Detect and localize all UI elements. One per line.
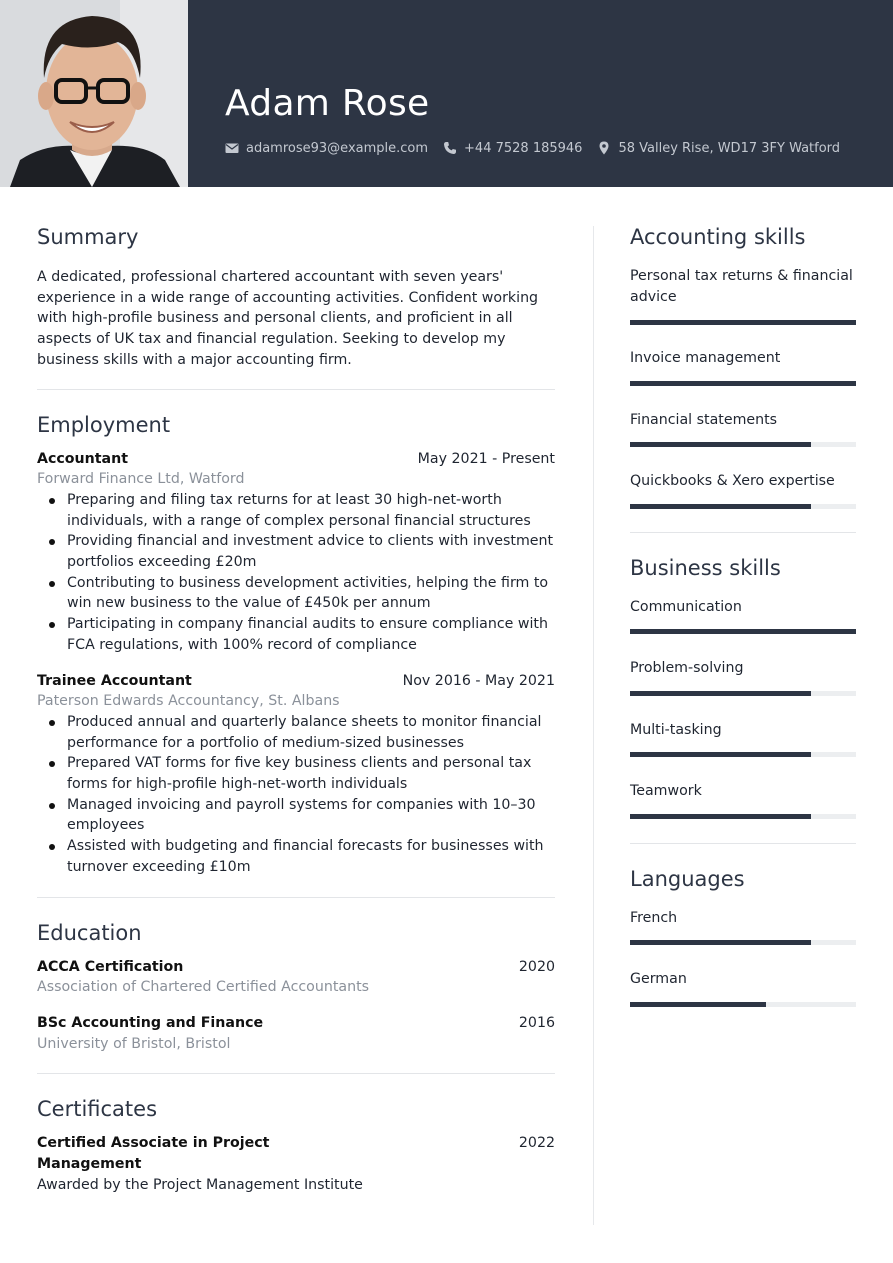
job-bullets xyxy=(37,490,555,656)
languages-section xyxy=(630,864,856,1007)
sidebar-column xyxy=(630,222,856,1007)
skill-item xyxy=(630,658,856,696)
skill-bar xyxy=(630,442,856,447)
candidate-name: Adam Rose xyxy=(225,83,430,124)
skill-name: Invoice management xyxy=(630,350,781,366)
skill-item xyxy=(630,720,856,758)
skill-name: Teamwork xyxy=(630,783,702,799)
skill-name: Financial statements xyxy=(630,411,778,428)
job-date: Nov 2016 - May 2021 xyxy=(402,672,555,689)
envelope-icon xyxy=(225,141,239,155)
certificate-title: Certified Associate in Project Management xyxy=(37,1135,270,1173)
skill-item xyxy=(630,597,856,635)
job-title: Accountant xyxy=(37,450,128,467)
divider xyxy=(37,389,555,390)
list-item: Preparing and filing tax returns for at least 30 high-net-worth individuals, with a range of complex personal financial structures xyxy=(37,490,555,531)
skill-bar xyxy=(630,814,856,819)
summary-text: A dedicated, professional chartered accountant with seven years' experience in a wide range of accounting activities. Confident working with high-profile business and personal clients, and proficient in all aspects of UK tax and financial regulation. Seeking to develop my business skills with a major accounting firm. xyxy=(37,269,539,368)
education-entry xyxy=(37,957,555,998)
section-title-languages: Languages xyxy=(630,866,745,891)
contact-phone[interactable] xyxy=(443,141,582,156)
section-title-employment: Employment xyxy=(37,412,171,437)
education-section xyxy=(37,918,555,1055)
skill-bar xyxy=(630,629,856,634)
job-title: Trainee Accountant xyxy=(37,672,192,689)
section-title-education: Education xyxy=(37,920,142,945)
list-item: Prepared VAT forms for five key business clients and personal tax forms for high-profile high-net-worth individuals xyxy=(37,753,555,794)
degree-title: BSc Accounting and Finance xyxy=(37,1014,264,1031)
skill-bar-fill xyxy=(630,442,811,447)
skill-bar xyxy=(630,1002,856,1007)
contact-info xyxy=(225,138,840,158)
certificate-entry xyxy=(37,1133,555,1195)
skill-item xyxy=(630,908,856,946)
job-bullets xyxy=(37,712,555,878)
divider xyxy=(37,897,555,898)
list-item: Providing financial and investment advice to clients with investment portfolios exceeding £20m xyxy=(37,531,555,572)
main-column xyxy=(37,222,555,1196)
certificates-section xyxy=(37,1094,555,1195)
skill-bar xyxy=(630,320,856,325)
divider xyxy=(630,532,856,533)
skill-bar xyxy=(630,691,856,696)
email-text: adamrose93@example.com xyxy=(246,140,429,156)
skill-bar-fill xyxy=(630,320,856,325)
job-entry xyxy=(37,671,555,878)
section-title-business-skills: Business skills xyxy=(630,555,781,580)
skill-item xyxy=(630,348,856,386)
contact-address xyxy=(597,141,840,156)
certificate-description: Awarded by the Project Management Institute xyxy=(37,1176,363,1193)
skill-bar-fill xyxy=(630,504,811,509)
business-skills-section xyxy=(630,553,856,819)
column-divider xyxy=(593,226,594,1225)
header xyxy=(0,0,893,187)
map-pin-icon xyxy=(597,141,611,155)
section-title-summary: Summary xyxy=(37,225,139,249)
skill-bar-fill xyxy=(630,940,811,945)
skill-name: Personal tax returns & financial advice xyxy=(630,268,853,305)
skill-bar-fill xyxy=(630,629,856,634)
skill-item xyxy=(630,969,856,1007)
job-entry xyxy=(37,449,555,656)
list-item: Managed invoicing and payroll systems for companies with 10–30 employees xyxy=(37,795,555,836)
skill-bar-fill xyxy=(630,752,811,757)
degree-title: ACCA Certification xyxy=(37,958,184,975)
section-title-certificates: Certificates xyxy=(37,1097,158,1122)
skill-name: Multi-tasking xyxy=(630,721,722,738)
divider xyxy=(630,843,856,844)
list-item: Produced annual and quarterly balance sheets to monitor financial performance for a portfolio of medium-sized businesses xyxy=(37,712,555,753)
skill-bar-fill xyxy=(630,381,856,386)
divider xyxy=(37,1073,555,1074)
skill-name: Problem-solving xyxy=(630,660,744,676)
skill-bar xyxy=(630,752,856,757)
skill-item xyxy=(630,781,856,819)
certificate-date: 2022 xyxy=(518,1135,555,1152)
section-title-accounting-skills: Accounting skills xyxy=(630,225,806,249)
institution: Association of Chartered Certified Accountants xyxy=(37,979,370,996)
education-date: 2020 xyxy=(518,958,555,975)
list-item: Assisted with budgeting and financial forecasts for businesses with turnover exceeding £10m xyxy=(37,836,555,877)
profile-photo xyxy=(0,0,188,187)
skill-bar xyxy=(630,940,856,945)
skill-bar xyxy=(630,504,856,509)
skill-item xyxy=(630,410,856,448)
language-name: French xyxy=(630,909,678,926)
job-employer: Paterson Edwards Accountancy, St. Albans xyxy=(37,693,340,710)
employment-section xyxy=(37,410,555,878)
accounting-skills-section xyxy=(630,222,856,509)
skill-bar-fill xyxy=(630,814,811,819)
job-employer: Forward Finance Ltd, Watford xyxy=(37,471,245,488)
list-item: Participating in company financial audits to ensure compliance with FCA regulations, with 100% record of compliance xyxy=(37,614,555,655)
skill-name: Quickbooks & Xero expertise xyxy=(630,473,835,489)
language-name: German xyxy=(630,971,687,987)
phone-icon xyxy=(443,141,457,155)
skill-name: Communication xyxy=(630,598,742,615)
institution: University of Bristol, Bristol xyxy=(37,1035,231,1052)
skill-item xyxy=(630,266,856,325)
summary-section xyxy=(37,222,555,371)
skill-bar-fill xyxy=(630,1002,766,1007)
contact-email[interactable] xyxy=(225,141,428,156)
education-date: 2016 xyxy=(518,1014,555,1031)
skill-bar xyxy=(630,381,856,386)
job-date: May 2021 - Present xyxy=(417,450,555,467)
phone-text: +44 7528 185946 xyxy=(464,140,583,156)
skill-bar-fill xyxy=(630,691,811,696)
address-text: 58 Valley Rise, WD17 3FY Watford xyxy=(618,140,841,156)
skill-item xyxy=(630,471,856,509)
list-item: Contributing to business development activities, helping the firm to win new business to the value of £450k per annum xyxy=(37,573,555,614)
education-entry xyxy=(37,1013,555,1054)
